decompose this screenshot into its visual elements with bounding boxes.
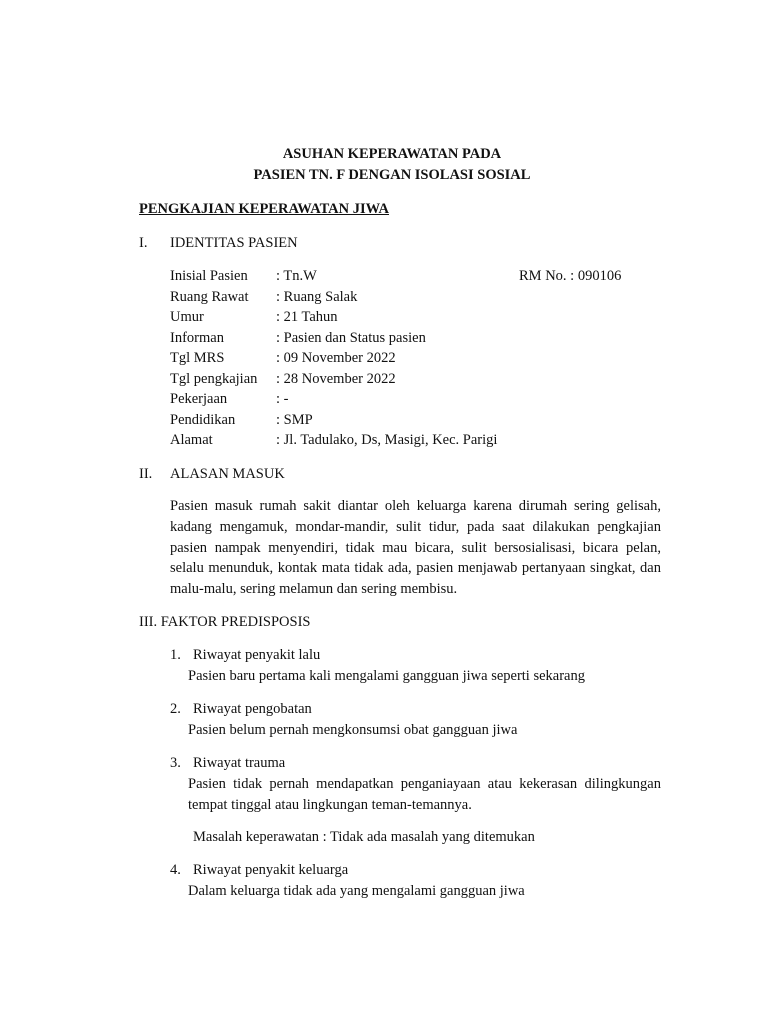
- list-number: 4.: [170, 862, 181, 878]
- list-number: 3.: [170, 755, 181, 771]
- identity-label: Tgl MRS: [170, 350, 225, 366]
- section3-title: III. FAKTOR PREDISPOSIS: [139, 614, 311, 630]
- section1-title: IDENTITAS PASIEN: [170, 235, 298, 251]
- list-number: 1.: [170, 647, 181, 663]
- identity-label: Ruang Rawat: [170, 289, 249, 305]
- section1-number: I.: [139, 235, 148, 251]
- masalah-keperawatan: Masalah keperawatan : Tidak ada masalah yang ditemukan: [193, 829, 535, 845]
- list-item-text: Dalam keluarga tidak ada yang mengalami gangguan jiwa: [188, 883, 525, 899]
- list-item-title: Riwayat pengobatan: [193, 701, 312, 717]
- identity-label: Pekerjaan: [170, 391, 228, 407]
- identity-value: : 28 November 2022: [276, 371, 396, 387]
- identity-label: Tgl pengkajian: [170, 371, 258, 387]
- identity-label: Informan: [170, 330, 224, 346]
- document-title-line1: ASUHAN KEPERAWATAN PADA: [282, 146, 502, 162]
- section2-number: II.: [139, 466, 153, 482]
- identity-value: : Pasien dan Status pasien: [276, 330, 426, 346]
- identity-label: Pendidikan: [170, 412, 236, 428]
- identity-value: : -: [276, 391, 289, 407]
- alasan-masuk-paragraph: Pasien masuk rumah sakit diantar oleh keluarga karena dirumah sering gelisah, kadang mengamuk, mondar-mandir, sulit tidur, pada saat dilakukan pengkajian pasien nampak menyendiri, tidak mau bicara, sulit bersosialisasi, bicara pelan, selalu menunduk, kontak mata tidak ada, pasien menjawab pertanyaan singkat, dan malu-malu, sering melamun dan sering membisu.: [170, 498, 661, 598]
- list-number: 2.: [170, 701, 181, 717]
- main-heading: PENGKAJIAN KEPERAWATAN JIWA: [139, 201, 390, 217]
- identity-value: : Tn.W: [276, 268, 317, 284]
- identity-value: : Jl. Tadulako, Ds, Masigi, Kec. Parigi: [276, 432, 498, 448]
- list-item-text: Pasien belum pernah mengkonsumsi obat gangguan jiwa: [188, 722, 518, 738]
- identity-label: Umur: [170, 309, 204, 325]
- identity-value: : 21 Tahun: [276, 309, 338, 325]
- list-item-text: Pasien baru pertama kali mengalami gangguan jiwa seperti sekarang: [188, 668, 585, 684]
- identity-value: : SMP: [276, 412, 313, 428]
- list-item-title: Riwayat penyakit keluarga: [193, 862, 349, 878]
- rm-number: RM No. : 090106: [519, 268, 622, 284]
- identity-value: : Ruang Salak: [276, 289, 358, 305]
- identity-label: Alamat: [170, 432, 213, 448]
- section2-title: ALASAN MASUK: [170, 466, 285, 482]
- list-item-text: Pasien tidak pernah mendapatkan penganiayaan atau kekerasan dilingkungan tempat tinggal atau lingkungan teman-temannya.: [188, 776, 661, 813]
- list-item-title: Riwayat penyakit lalu: [193, 647, 321, 663]
- document-title-line2: PASIEN TN. F DENGAN ISOLASI SOSIAL: [253, 167, 531, 183]
- list-item-title: Riwayat trauma: [193, 755, 286, 771]
- identity-value: : 09 November 2022: [276, 350, 396, 366]
- identity-label: Inisial Pasien: [170, 268, 248, 284]
